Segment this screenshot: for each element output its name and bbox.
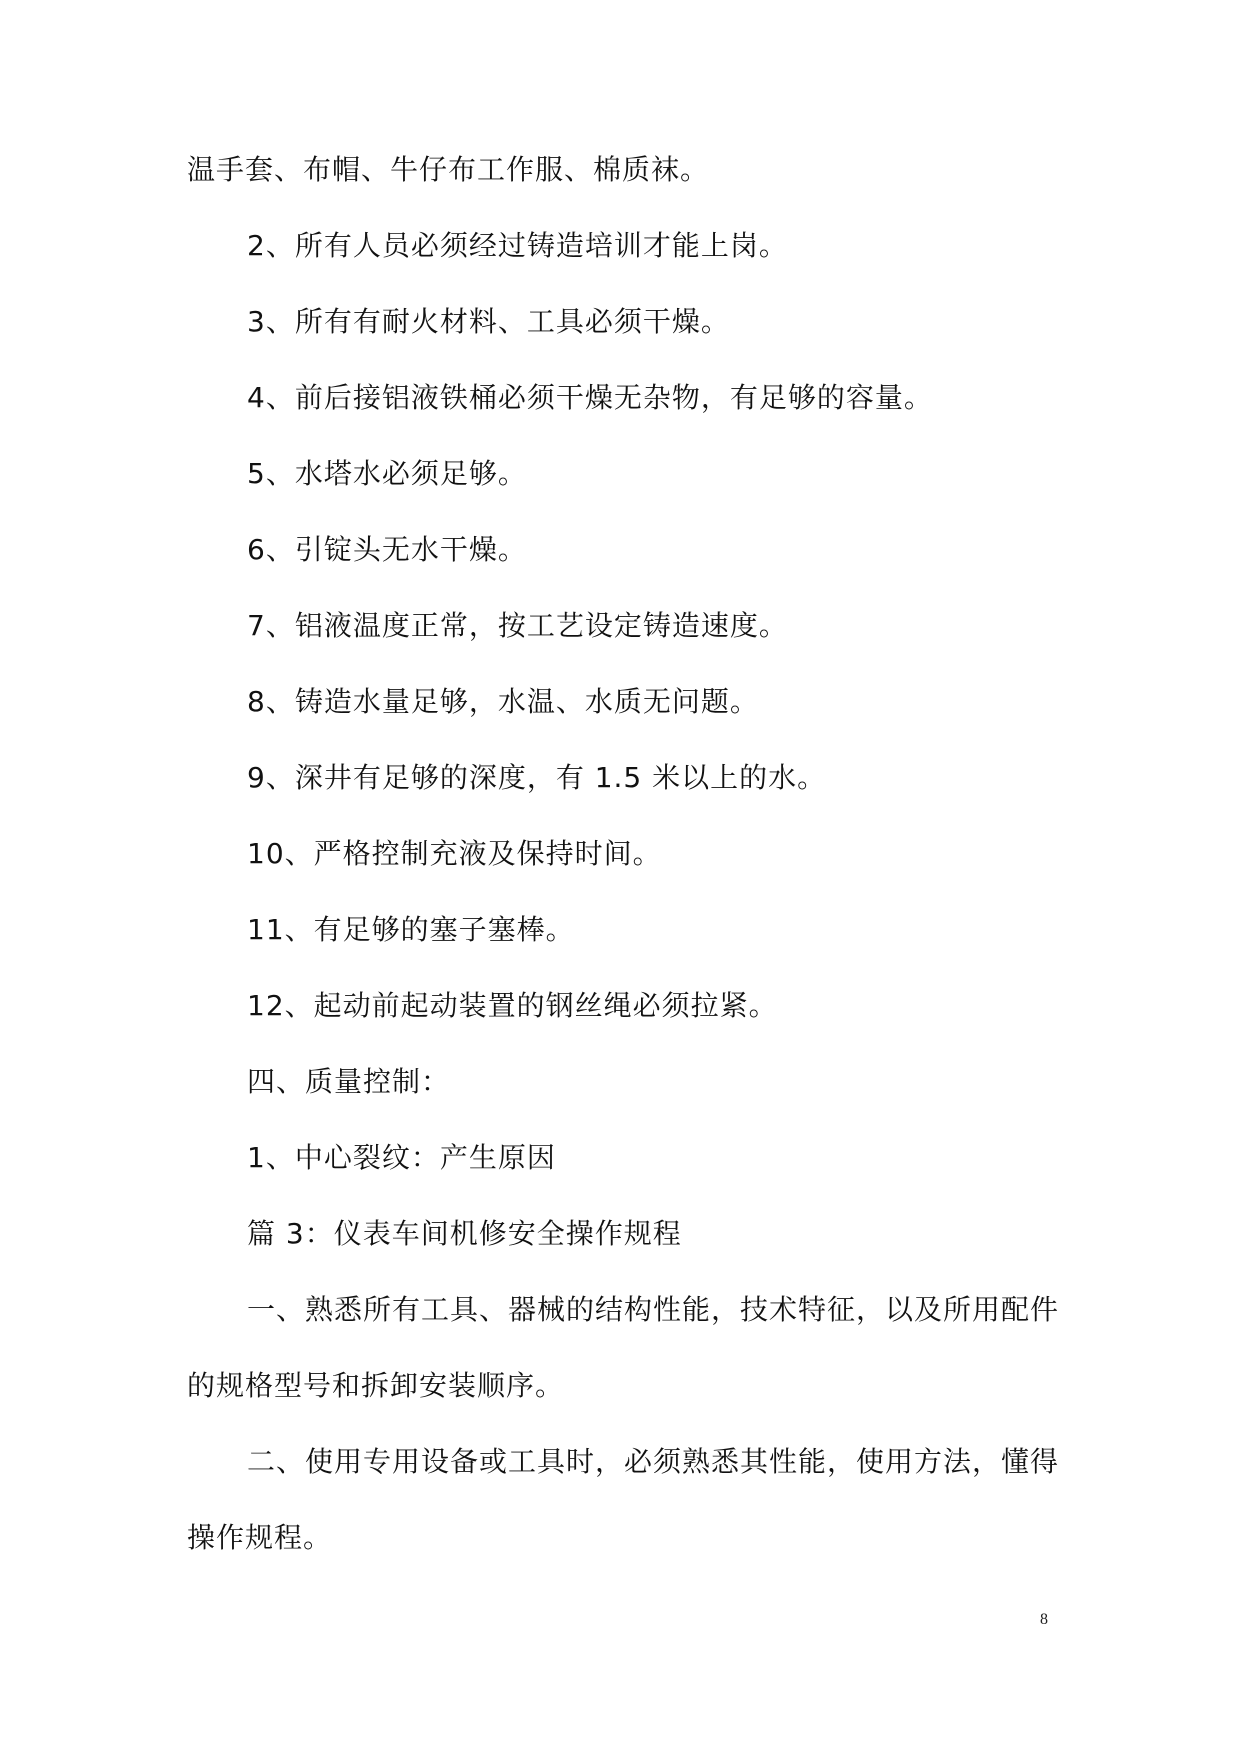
paragraph-line: 2、所有人员必须经过铸造培训才能上岗。 xyxy=(247,229,788,262)
paragraph-line: 一、熟悉所有工具、器械的结构性能，技术特征，以及所用配件 xyxy=(247,1293,1060,1326)
paragraph-line: 3、所有有耐火材料、工具必须干燥。 xyxy=(247,305,730,338)
paragraph-line: 二、使用专用设备或工具时，必须熟悉其性能，使用方法，懂得 xyxy=(247,1445,1060,1478)
paragraph-line: 6、引锭头无水干燥。 xyxy=(247,533,527,566)
page-number: 8 xyxy=(1040,1611,1048,1628)
paragraph-line: 8、铸造水量足够，水温、水质无问题。 xyxy=(247,685,759,718)
paragraph-line: 9、深井有足够的深度，有 1.5 米以上的水。 xyxy=(247,761,827,794)
paragraph-line: 1、中心裂纹：产生原因 xyxy=(247,1141,556,1174)
paragraph-line: 的规格型号和拆卸安装顺序。 xyxy=(187,1369,565,1402)
paragraph-line: 温手套、布帽、牛仔布工作服、棉质袜。 xyxy=(187,153,710,186)
paragraph-line: 4、前后接铝液铁桶必须干燥无杂物，有足够的容量。 xyxy=(247,381,933,414)
section-title: 篇 3：仪表车间机修安全操作规程 xyxy=(247,1217,682,1250)
paragraph-line: 5、水塔水必须足够。 xyxy=(247,457,527,490)
paragraph-line: 11、有足够的塞子塞棒。 xyxy=(247,913,575,946)
paragraph-line: 10、严格控制充液及保持时间。 xyxy=(247,837,662,870)
paragraph-line: 12、起动前起动装置的钢丝绳必须拉紧。 xyxy=(247,989,778,1022)
paragraph-line: 操作规程。 xyxy=(187,1521,333,1554)
paragraph-line: 7、铝液温度正常，按工艺设定铸造速度。 xyxy=(247,609,788,642)
section-heading: 四、质量控制： xyxy=(247,1065,451,1098)
